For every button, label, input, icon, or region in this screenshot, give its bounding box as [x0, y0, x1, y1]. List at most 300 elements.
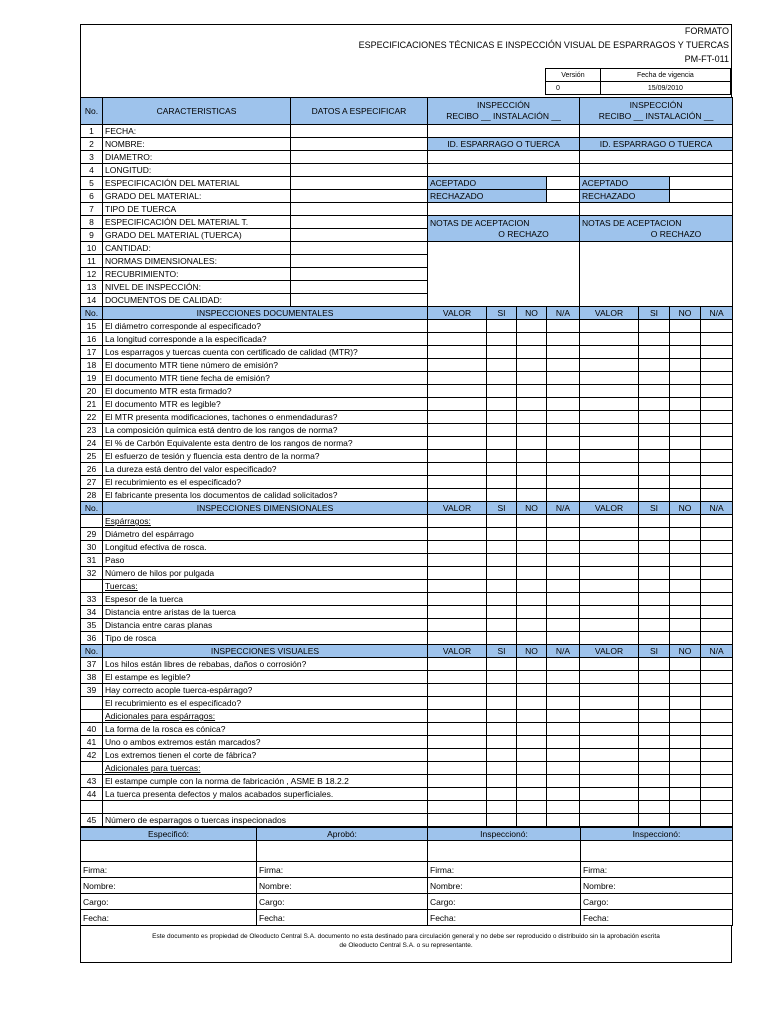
answer-cell[interactable] — [487, 424, 517, 437]
answer-cell[interactable] — [487, 606, 517, 619]
answer-cell[interactable] — [580, 606, 639, 619]
answer-cell[interactable] — [639, 801, 670, 814]
answer-cell[interactable] — [701, 476, 733, 489]
answer-cell[interactable] — [487, 723, 517, 736]
answer-cell[interactable] — [517, 333, 547, 346]
answer-cell[interactable] — [428, 541, 487, 554]
answer-cell[interactable] — [487, 398, 517, 411]
answer-cell[interactable] — [517, 801, 547, 814]
fecha-field[interactable]: Fecha: — [81, 910, 257, 926]
answer-cell[interactable] — [547, 567, 580, 580]
answer-cell[interactable] — [580, 580, 639, 593]
answer-cell[interactable] — [487, 788, 517, 801]
answer-cell[interactable] — [670, 385, 701, 398]
answer-cell[interactable] — [670, 437, 701, 450]
answer-cell[interactable] — [670, 710, 701, 723]
answer-cell[interactable] — [428, 684, 487, 697]
answer-cell[interactable] — [428, 528, 487, 541]
answer-cell[interactable] — [701, 593, 733, 606]
answer-cell[interactable] — [639, 749, 670, 762]
answer-cell[interactable] — [517, 411, 547, 424]
answer-cell[interactable] — [639, 814, 670, 827]
answer-cell[interactable] — [517, 684, 547, 697]
answer-cell[interactable] — [639, 775, 670, 788]
answer-cell[interactable] — [547, 580, 580, 593]
answer-cell[interactable] — [517, 606, 547, 619]
answer-cell[interactable] — [670, 489, 701, 502]
answer-cell[interactable] — [701, 801, 733, 814]
answer-cell[interactable] — [487, 476, 517, 489]
answer-cell[interactable] — [701, 775, 733, 788]
answer-cell[interactable] — [639, 658, 670, 671]
answer-cell[interactable] — [517, 515, 547, 528]
answer-cell[interactable] — [670, 372, 701, 385]
answer-cell[interactable] — [487, 450, 517, 463]
answer-cell[interactable] — [517, 658, 547, 671]
answer-cell[interactable] — [487, 567, 517, 580]
answer-cell[interactable] — [639, 372, 670, 385]
answer-cell[interactable] — [639, 762, 670, 775]
check-cell[interactable] — [670, 177, 733, 190]
answer-cell[interactable] — [428, 606, 487, 619]
answer-cell[interactable] — [428, 736, 487, 749]
answer-cell[interactable] — [428, 320, 487, 333]
answer-cell[interactable] — [701, 710, 733, 723]
answer-cell[interactable] — [701, 632, 733, 645]
answer-cell[interactable] — [701, 489, 733, 502]
answer-cell[interactable] — [547, 801, 580, 814]
answer-cell[interactable] — [701, 736, 733, 749]
answer-cell[interactable] — [580, 515, 639, 528]
answer-cell[interactable] — [487, 385, 517, 398]
answer-cell[interactable] — [428, 359, 487, 372]
answer-cell[interactable] — [487, 515, 517, 528]
answer-cell[interactable] — [547, 320, 580, 333]
answer-cell[interactable] — [639, 528, 670, 541]
answer-cell[interactable] — [547, 775, 580, 788]
answer-cell[interactable] — [547, 593, 580, 606]
answer-cell[interactable] — [580, 671, 639, 684]
answer-cell[interactable] — [580, 684, 639, 697]
answer-cell[interactable] — [428, 411, 487, 424]
data-input-cell[interactable] — [291, 125, 428, 138]
answer-cell[interactable] — [517, 385, 547, 398]
firma-field[interactable]: Firma: — [81, 862, 257, 878]
data-input-cell[interactable] — [291, 294, 428, 307]
answer-cell[interactable] — [428, 515, 487, 528]
fecha-field[interactable]: Fecha: — [428, 910, 581, 926]
answer-cell[interactable] — [487, 619, 517, 632]
answer-cell[interactable] — [547, 333, 580, 346]
answer-cell[interactable] — [547, 619, 580, 632]
answer-cell[interactable] — [639, 736, 670, 749]
data-input-cell[interactable] — [291, 229, 428, 242]
answer-cell[interactable] — [428, 697, 487, 710]
answer-cell[interactable] — [487, 359, 517, 372]
answer-cell[interactable] — [580, 528, 639, 541]
answer-cell[interactable] — [428, 437, 487, 450]
answer-cell[interactable] — [517, 450, 547, 463]
answer-cell[interactable] — [639, 424, 670, 437]
answer-cell[interactable] — [701, 658, 733, 671]
answer-cell[interactable] — [487, 541, 517, 554]
cargo-field[interactable]: Cargo: — [81, 894, 257, 910]
answer-cell[interactable] — [517, 593, 547, 606]
data-input-cell[interactable] — [291, 151, 428, 164]
answer-cell[interactable] — [517, 463, 547, 476]
answer-cell[interactable] — [639, 320, 670, 333]
firma-field[interactable]: Firma: — [428, 862, 581, 878]
answer-cell[interactable] — [701, 723, 733, 736]
answer-cell[interactable] — [670, 775, 701, 788]
answer-cell[interactable] — [487, 437, 517, 450]
answer-cell[interactable] — [547, 359, 580, 372]
data-input-cell[interactable] — [291, 281, 428, 294]
answer-cell[interactable] — [517, 398, 547, 411]
answer-cell[interactable] — [670, 515, 701, 528]
answer-cell[interactable] — [487, 749, 517, 762]
answer-cell[interactable] — [580, 619, 639, 632]
answer-cell[interactable] — [670, 762, 701, 775]
answer-cell[interactable] — [580, 723, 639, 736]
answer-cell[interactable] — [517, 580, 547, 593]
answer-cell[interactable] — [428, 424, 487, 437]
answer-cell[interactable] — [580, 372, 639, 385]
answer-cell[interactable] — [580, 593, 639, 606]
check-cell[interactable] — [670, 190, 733, 203]
answer-cell[interactable] — [547, 632, 580, 645]
answer-cell[interactable] — [639, 684, 670, 697]
answer-cell[interactable] — [580, 567, 639, 580]
answer-cell[interactable] — [639, 463, 670, 476]
answer-cell[interactable] — [670, 749, 701, 762]
answer-cell[interactable] — [428, 333, 487, 346]
answer-cell[interactable] — [670, 619, 701, 632]
answer-cell[interactable] — [487, 554, 517, 567]
answer-cell[interactable] — [670, 684, 701, 697]
check-cell[interactable] — [547, 177, 580, 190]
answer-cell[interactable] — [428, 463, 487, 476]
answer-cell[interactable] — [580, 541, 639, 554]
answer-cell[interactable] — [639, 333, 670, 346]
answer-cell[interactable] — [487, 671, 517, 684]
notas-body[interactable] — [428, 242, 580, 307]
answer-cell[interactable] — [580, 554, 639, 567]
answer-cell[interactable] — [547, 710, 580, 723]
answer-cell[interactable] — [580, 632, 639, 645]
answer-cell[interactable] — [670, 541, 701, 554]
answer-cell[interactable] — [639, 580, 670, 593]
data-input-cell[interactable] — [291, 216, 428, 229]
answer-cell[interactable] — [547, 437, 580, 450]
answer-cell[interactable] — [701, 697, 733, 710]
answer-cell[interactable] — [517, 671, 547, 684]
answer-cell[interactable] — [517, 554, 547, 567]
answer-cell[interactable] — [428, 450, 487, 463]
data-input-cell[interactable] — [291, 268, 428, 281]
answer-cell[interactable] — [517, 775, 547, 788]
data-input-cell[interactable] — [291, 190, 428, 203]
answer-cell[interactable] — [428, 580, 487, 593]
answer-cell[interactable] — [547, 411, 580, 424]
answer-cell[interactable] — [517, 489, 547, 502]
notas-body[interactable] — [580, 242, 733, 307]
answer-cell[interactable] — [670, 463, 701, 476]
answer-cell[interactable] — [547, 697, 580, 710]
answer-cell[interactable] — [580, 320, 639, 333]
answer-cell[interactable] — [428, 346, 487, 359]
answer-cell[interactable] — [487, 710, 517, 723]
answer-cell[interactable] — [580, 749, 639, 762]
answer-cell[interactable] — [670, 723, 701, 736]
firma-field[interactable]: Firma: — [581, 862, 733, 878]
answer-cell[interactable] — [547, 450, 580, 463]
answer-cell[interactable] — [639, 346, 670, 359]
answer-cell[interactable] — [428, 749, 487, 762]
answer-cell[interactable] — [639, 437, 670, 450]
answer-cell[interactable] — [701, 450, 733, 463]
answer-cell[interactable] — [428, 710, 487, 723]
nombre-field[interactable]: Nombre: — [81, 878, 257, 894]
answer-cell[interactable] — [547, 372, 580, 385]
data-input-cell[interactable] — [291, 255, 428, 268]
answer-cell[interactable] — [547, 463, 580, 476]
answer-cell[interactable] — [547, 788, 580, 801]
answer-cell[interactable] — [639, 723, 670, 736]
answer-cell[interactable] — [639, 632, 670, 645]
answer-cell[interactable] — [428, 372, 487, 385]
answer-cell[interactable] — [639, 788, 670, 801]
answer-cell[interactable] — [639, 593, 670, 606]
answer-cell[interactable] — [701, 788, 733, 801]
answer-cell[interactable] — [547, 528, 580, 541]
answer-cell[interactable] — [639, 450, 670, 463]
answer-cell[interactable] — [701, 333, 733, 346]
answer-cell[interactable] — [547, 346, 580, 359]
answer-cell[interactable] — [428, 476, 487, 489]
answer-cell[interactable] — [670, 736, 701, 749]
answer-cell[interactable] — [639, 359, 670, 372]
answer-cell[interactable] — [487, 489, 517, 502]
answer-cell[interactable] — [580, 658, 639, 671]
answer-cell[interactable] — [670, 801, 701, 814]
answer-cell[interactable] — [701, 619, 733, 632]
answer-cell[interactable] — [701, 411, 733, 424]
answer-cell[interactable] — [428, 632, 487, 645]
answer-cell[interactable] — [701, 606, 733, 619]
answer-cell[interactable] — [428, 554, 487, 567]
answer-cell[interactable] — [701, 814, 733, 827]
answer-cell[interactable] — [487, 411, 517, 424]
answer-cell[interactable] — [547, 606, 580, 619]
answer-cell[interactable] — [701, 554, 733, 567]
answer-cell[interactable] — [517, 710, 547, 723]
answer-cell[interactable] — [580, 801, 639, 814]
answer-cell[interactable] — [670, 450, 701, 463]
answer-cell[interactable] — [639, 710, 670, 723]
answer-cell[interactable] — [639, 697, 670, 710]
answer-cell[interactable] — [487, 658, 517, 671]
answer-cell[interactable] — [517, 437, 547, 450]
answer-cell[interactable] — [670, 632, 701, 645]
answer-cell[interactable] — [701, 424, 733, 437]
answer-cell[interactable] — [517, 723, 547, 736]
answer-cell[interactable] — [428, 723, 487, 736]
answer-cell[interactable] — [547, 554, 580, 567]
answer-cell[interactable] — [639, 567, 670, 580]
answer-cell[interactable] — [639, 606, 670, 619]
answer-cell[interactable] — [487, 333, 517, 346]
answer-cell[interactable] — [487, 593, 517, 606]
answer-cell[interactable] — [701, 671, 733, 684]
answer-cell[interactable] — [670, 697, 701, 710]
answer-cell[interactable] — [517, 476, 547, 489]
answer-cell[interactable] — [580, 359, 639, 372]
answer-cell[interactable] — [487, 801, 517, 814]
answer-cell[interactable] — [580, 346, 639, 359]
answer-cell[interactable] — [639, 489, 670, 502]
data-input-cell[interactable] — [291, 203, 428, 216]
answer-cell[interactable] — [547, 541, 580, 554]
answer-cell[interactable] — [639, 671, 670, 684]
answer-cell[interactable] — [701, 372, 733, 385]
answer-cell[interactable] — [639, 411, 670, 424]
answer-cell[interactable] — [639, 554, 670, 567]
answer-cell[interactable] — [517, 359, 547, 372]
answer-cell[interactable] — [701, 749, 733, 762]
answer-cell[interactable] — [428, 398, 487, 411]
answer-cell[interactable] — [517, 762, 547, 775]
answer-cell[interactable] — [547, 476, 580, 489]
answer-cell[interactable] — [701, 762, 733, 775]
answer-cell[interactable] — [580, 424, 639, 437]
answer-cell[interactable] — [580, 398, 639, 411]
answer-cell[interactable] — [701, 437, 733, 450]
answer-cell[interactable] — [547, 515, 580, 528]
answer-cell[interactable] — [701, 684, 733, 697]
answer-cell[interactable] — [580, 489, 639, 502]
answer-cell[interactable] — [547, 658, 580, 671]
answer-cell[interactable] — [428, 593, 487, 606]
answer-cell[interactable] — [580, 710, 639, 723]
answer-cell[interactable] — [639, 619, 670, 632]
answer-cell[interactable] — [547, 723, 580, 736]
answer-cell[interactable] — [517, 814, 547, 827]
answer-cell[interactable] — [517, 541, 547, 554]
answer-cell[interactable] — [670, 580, 701, 593]
answer-cell[interactable] — [487, 463, 517, 476]
answer-cell[interactable] — [701, 528, 733, 541]
nombre-field[interactable]: Nombre: — [428, 878, 581, 894]
cargo-field[interactable]: Cargo: — [257, 894, 428, 910]
answer-cell[interactable] — [670, 567, 701, 580]
answer-cell[interactable] — [547, 749, 580, 762]
answer-cell[interactable] — [701, 463, 733, 476]
answer-cell[interactable] — [670, 606, 701, 619]
answer-cell[interactable] — [487, 762, 517, 775]
answer-cell[interactable] — [580, 463, 639, 476]
answer-cell[interactable] — [580, 736, 639, 749]
answer-cell[interactable] — [670, 554, 701, 567]
answer-cell[interactable] — [670, 788, 701, 801]
answer-cell[interactable] — [517, 736, 547, 749]
answer-cell[interactable] — [580, 697, 639, 710]
answer-cell[interactable] — [517, 619, 547, 632]
answer-cell[interactable] — [428, 788, 487, 801]
answer-cell[interactable] — [428, 489, 487, 502]
answer-cell[interactable] — [487, 697, 517, 710]
nombre-field[interactable]: Nombre: — [257, 878, 428, 894]
answer-cell[interactable] — [517, 788, 547, 801]
answer-cell[interactable] — [547, 385, 580, 398]
answer-cell[interactable] — [580, 385, 639, 398]
answer-cell[interactable] — [547, 684, 580, 697]
answer-cell[interactable] — [580, 762, 639, 775]
answer-cell[interactable] — [428, 814, 487, 827]
answer-cell[interactable] — [670, 814, 701, 827]
answer-cell[interactable] — [580, 450, 639, 463]
fecha-field[interactable]: Fecha: — [581, 910, 733, 926]
answer-cell[interactable] — [580, 775, 639, 788]
answer-cell[interactable] — [580, 788, 639, 801]
data-input-cell[interactable] — [291, 164, 428, 177]
answer-cell[interactable] — [670, 476, 701, 489]
answer-cell[interactable] — [428, 671, 487, 684]
answer-cell[interactable] — [580, 476, 639, 489]
answer-cell[interactable] — [580, 411, 639, 424]
answer-cell[interactable] — [639, 476, 670, 489]
check-cell[interactable] — [547, 190, 580, 203]
answer-cell[interactable] — [547, 762, 580, 775]
answer-cell[interactable] — [639, 541, 670, 554]
answer-cell[interactable] — [701, 515, 733, 528]
answer-cell[interactable] — [670, 528, 701, 541]
data-input-cell[interactable] — [291, 242, 428, 255]
answer-cell[interactable] — [428, 801, 487, 814]
firma-field[interactable]: Firma: — [257, 862, 428, 878]
answer-cell[interactable] — [487, 346, 517, 359]
answer-cell[interactable] — [517, 528, 547, 541]
answer-cell[interactable] — [670, 411, 701, 424]
answer-cell[interactable] — [517, 632, 547, 645]
answer-cell[interactable] — [670, 346, 701, 359]
answer-cell[interactable] — [547, 398, 580, 411]
answer-cell[interactable] — [428, 619, 487, 632]
answer-cell[interactable] — [487, 580, 517, 593]
answer-cell[interactable] — [517, 372, 547, 385]
answer-cell[interactable] — [428, 658, 487, 671]
answer-cell[interactable] — [547, 424, 580, 437]
answer-cell[interactable] — [639, 515, 670, 528]
answer-cell[interactable] — [670, 424, 701, 437]
answer-cell[interactable] — [428, 762, 487, 775]
answer-cell[interactable] — [670, 398, 701, 411]
nombre-field[interactable]: Nombre: — [581, 878, 733, 894]
answer-cell[interactable] — [487, 775, 517, 788]
answer-cell[interactable] — [547, 489, 580, 502]
answer-cell[interactable] — [428, 567, 487, 580]
answer-cell[interactable] — [517, 749, 547, 762]
answer-cell[interactable] — [517, 424, 547, 437]
answer-cell[interactable] — [580, 437, 639, 450]
answer-cell[interactable] — [670, 658, 701, 671]
answer-cell[interactable] — [517, 697, 547, 710]
answer-cell[interactable] — [547, 671, 580, 684]
data-input-cell[interactable] — [291, 177, 428, 190]
answer-cell[interactable] — [670, 359, 701, 372]
answer-cell[interactable] — [487, 320, 517, 333]
fecha-field[interactable]: Fecha: — [257, 910, 428, 926]
